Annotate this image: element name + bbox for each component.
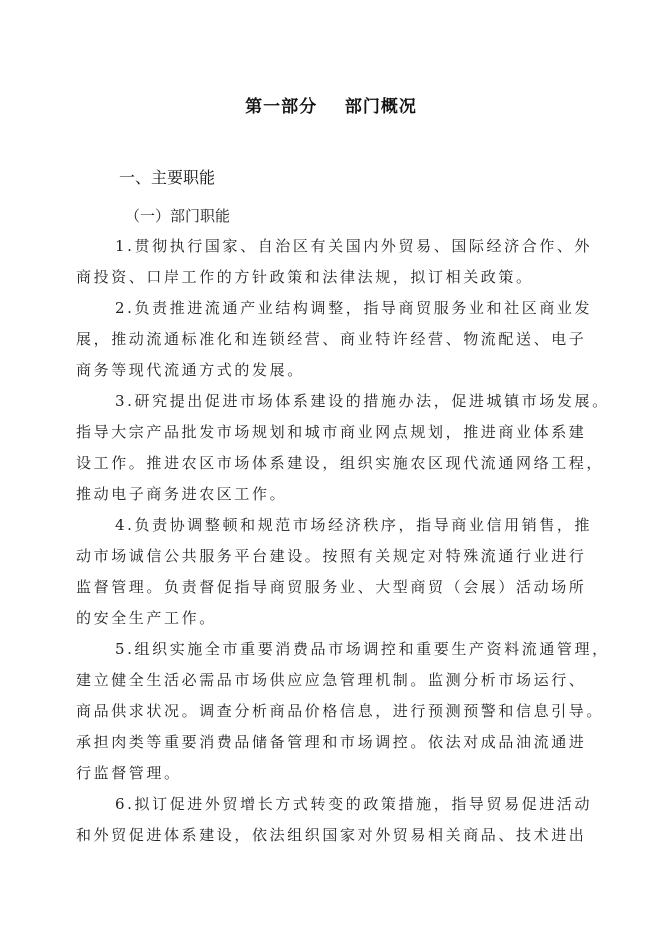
- paragraph-3-line-2: 指导大宗产品批发市场规划和城市商业网点规划，推进商业体系建: [76, 423, 587, 441]
- paragraph-3-line-4: 推动电子商务进农区工作。: [76, 485, 288, 503]
- paragraph-2-line-2: 展，推动流通标准化和连锁经营、商业特许经营、物流配送、电子: [76, 330, 587, 348]
- paragraph-3-line-1: 3.研究提出促进市场体系建设的措施办法，促进城镇市场发展。: [115, 392, 610, 410]
- paragraph-6-line-1: 6.拟订促进外贸增长方式转变的政策措施，指导贸易促进活动: [115, 795, 593, 813]
- subsection-heading: （一）部门职能: [125, 207, 231, 225]
- paragraph-2-line-1: 2.负责推进流通产业结构调整，指导商贸服务业和社区商业发: [115, 299, 593, 317]
- paragraph-5-line-4: 承担肉类等重要消费品储备管理和市场调控。依法对成品油流通进: [76, 733, 587, 751]
- paragraph-4-line-4: 的安全生产工作。: [76, 609, 217, 627]
- paragraph-5-line-5: 行监督管理。: [76, 764, 182, 782]
- part-title: 第一部分 部门概况: [245, 97, 417, 117]
- paragraph-5-line-1: 5.组织实施全市重要消费品市场调控和重要生产资料流通管理，: [115, 640, 610, 658]
- paragraph-4-line-3: 监督管理。负责督促指导商贸服务业、大型商贸（会展）活动场所: [76, 578, 587, 596]
- paragraph-5-line-3: 商品供求状况。调查分析商品价格信息，进行预测预警和信息引导。: [76, 702, 605, 720]
- paragraph-4-line-2: 动市场诚信公共服务平台建设。按照有关规定对特殊流通行业进行: [76, 547, 587, 565]
- paragraph-6-line-2: 和外贸促进体系建设，依法组织国家对外贸易相关商品、技术进出: [76, 826, 587, 844]
- paragraph-4-line-1: 4.负责协调整顿和规范市场经济秩序，指导商业信用销售，推: [115, 516, 593, 534]
- paragraph-5-line-2: 建立健全生活必需品市场供应应急管理机制。监测分析市场运行、: [76, 671, 587, 689]
- paragraph-3-line-3: 设工作。推进农区市场体系建设，组织实施农区现代流通网络工程，: [76, 454, 605, 472]
- paragraph-2-line-3: 商务等现代流通方式的发展。: [76, 361, 305, 379]
- paragraph-1-line-1: 1.贯彻执行国家、自治区有关国内外贸易、国际经济合作、外: [115, 237, 593, 255]
- section-heading: 一、主要职能: [119, 168, 216, 187]
- paragraph-1-line-2: 商投资、口岸工作的方针政策和法律法规，拟订相关政策。: [76, 268, 534, 286]
